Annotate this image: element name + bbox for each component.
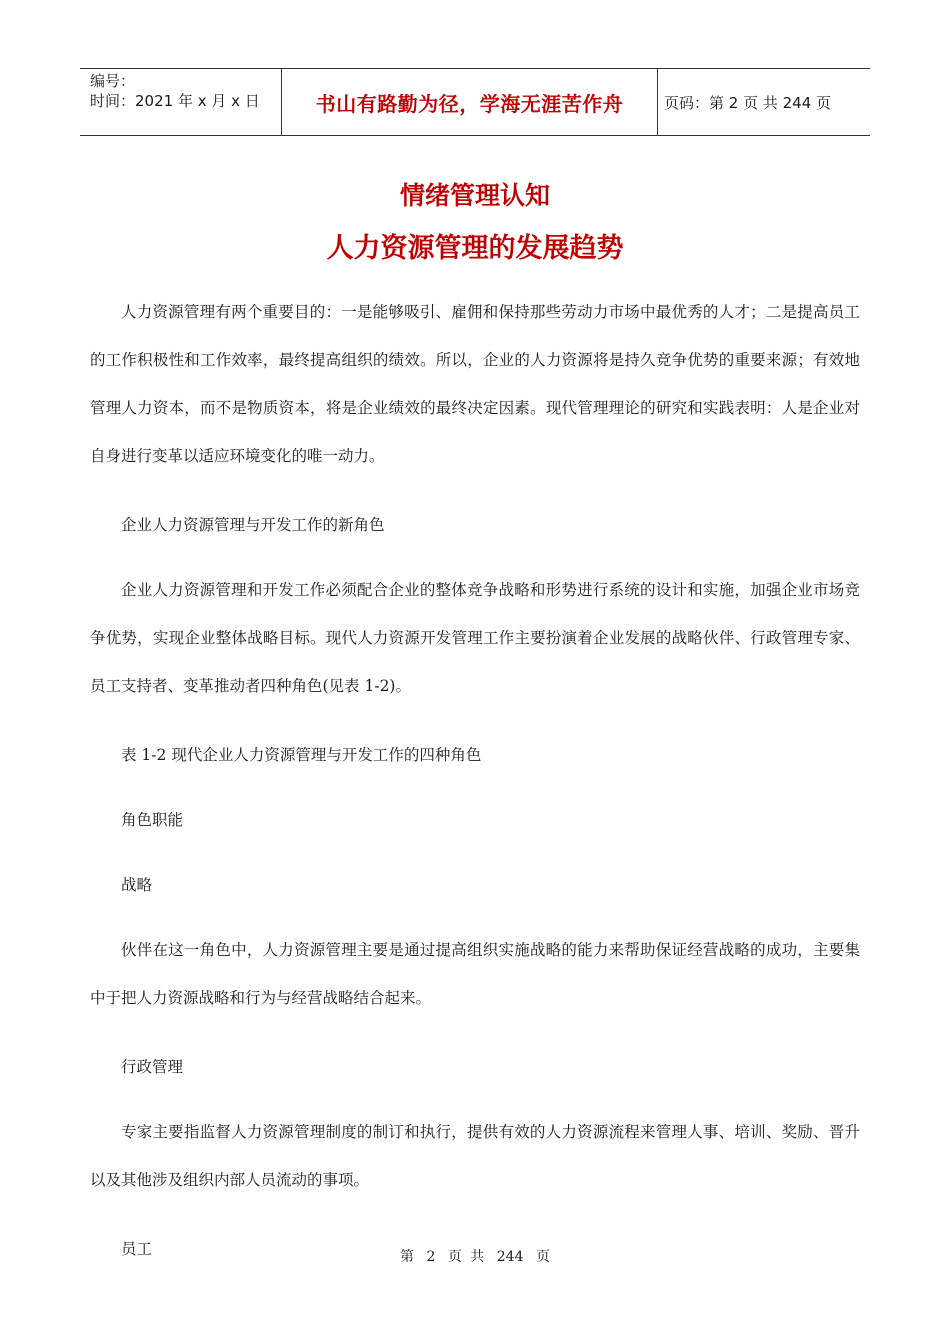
footer-page-number: 2 [426,1249,436,1265]
header-meta-cell [80,69,282,135]
body-paragraph: 员工 [121,1240,153,1258]
document-title-secondary: 人力资源管理的发展趋势 [326,233,624,264]
document-body [90,288,860,1290]
footer-prefix: 第 [400,1249,415,1265]
body-paragraph: 企业人力资源管理和开发工作必须配合企业的整体竞争战略和形势进行系统的设计和实施，加强企业市场竞争优势，实现企业整体战略目标。现代人力资源开发管理工作主要扮演着企业发展的战略伙伴、行政管理专家、员工支持者、变革推动者四种角色(见表 1-2)。 [90,581,860,695]
header-motto: 书山有路勤为径，学海无涯苦作舟 [315,91,624,116]
header-motto-cell [282,69,658,135]
body-paragraph: 表 1-2 现代企业人力资源管理与开发工作的四种角色 [121,746,482,764]
body-paragraph: 企业人力资源管理与开发工作的新角色 [121,516,385,534]
footer-suffix: 页 [535,1249,550,1265]
body-paragraph: 人力资源管理有两个重要目的：一是能够吸引、雇佣和保持那些劳动力市场中最优秀的人才；二是提高员工的工作积极性和工作效率，最终提高组织的绩效。所以，企业的人力资源将是持久竞争优势的重要来源；有效地管理人力资本，而不是物质资本，将是企业绩效的最终决定因素。现代管理理论的研究和实践表明：人是企业对自身进行变革以适应环境变化的唯一动力。 [90,303,860,465]
page-footer [0,1246,950,1266]
header-page-info: 页码：第 2 页 共 244 页 [664,93,832,112]
document-number-label: 编号： [90,72,136,90]
body-paragraph: 伙伴在这一角色中，人力资源管理主要是通过提高组织实施战略的能力来帮助保证经营战略的成功，主要集中于把人力资源战略和行为与经营战略结合起来。 [90,941,860,1007]
document-header [80,68,870,136]
header-page-cell [658,69,870,135]
body-paragraph: 角色职能 [121,811,184,829]
footer-total-pages: 244 [496,1249,524,1265]
document-title-primary: 情绪管理认知 [399,181,550,210]
footer-middle: 页 共 [447,1249,485,1265]
body-paragraph: 专家主要指监督人力资源管理制度的制订和执行，提供有效的人力资源流程来管理人事、培训、奖励、晋升以及其他涉及组织内部人员流动的事项。 [90,1123,860,1189]
body-paragraph: 行政管理 [121,1058,184,1076]
document-time-label: 时间：2021 年 x 月 x 日 [90,92,260,110]
body-paragraph: 战略 [121,876,153,894]
